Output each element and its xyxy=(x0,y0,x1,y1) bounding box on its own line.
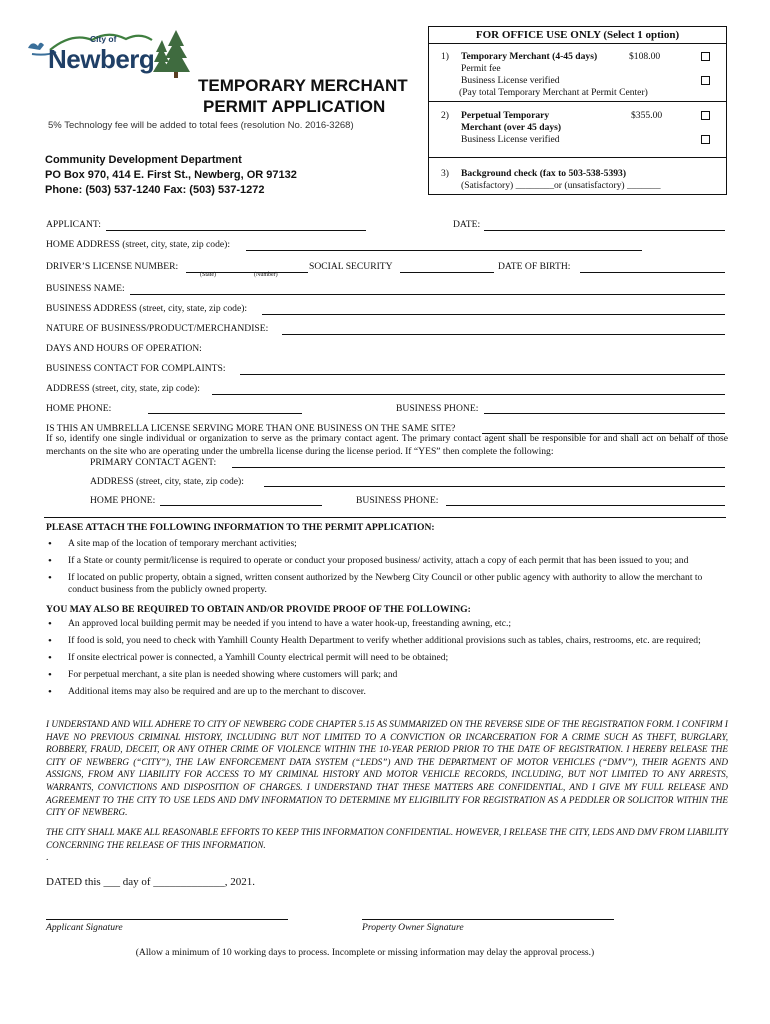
agent-home-phone-input[interactable] xyxy=(160,505,322,506)
also-item: • If food is sold, you need to check with Yamhill County Health Department to verify whether additional provisions such as tables, chairs, restrooms, etc. are required; xyxy=(46,635,728,647)
applicant-signature-line[interactable] xyxy=(46,919,288,920)
dob-input[interactable] xyxy=(580,272,725,273)
also-heading: YOU MAY ALSO BE REQUIRED TO OBTAIN AND/OR PROVIDE PROOF OF THE FOLLOWING: xyxy=(46,604,471,615)
business-address-input[interactable] xyxy=(262,314,725,315)
office-use-header: FOR OFFICE USE ONLY (Select 1 option) xyxy=(475,29,680,41)
business-name-input[interactable] xyxy=(130,294,725,295)
dob-label: DATE OF BIRTH: xyxy=(498,261,571,272)
contact-address-input[interactable] xyxy=(212,394,725,395)
complaints-contact-input[interactable] xyxy=(240,374,725,375)
applicant-signature-label: Applicant Signature xyxy=(46,922,123,933)
stray-dot: . xyxy=(46,852,49,863)
nature-of-business-input[interactable] xyxy=(282,334,725,335)
umbrella-question: IS THIS AN UMBRELLA LICENSE SERVING MORE THAN ONE BUSINESS ON THE SAME SITE? xyxy=(46,423,456,434)
option-1-license-checkbox[interactable] xyxy=(701,76,710,85)
option-1-number: 1) xyxy=(441,51,449,62)
also-item: • An approved local building permit may be needed if you intend to have a water hook-up, freestanding awning, etc.; xyxy=(46,618,728,630)
legal-release-paragraph: I UNDERSTAND AND WILL ADHERE TO CITY OF NEWBERG CODE CHAPTER 5.15 AS SUMMARIZED ON THE REVERSE SIDE OF THE REGISTRATION FORM. I CONFIRM I HAVE NO PREVIOUS CRIMINAL HISTORY, INCLUDING BUT NOT LIMITED TO A CONVICTION OR INCARCERATION FOR A CRIME SUCH AS THEFT, BURGLARY, ROBBERY, FRAUD, DECEIT, OR ANY OTHER CRIME OF VIOLENCE WITHIN THE 10-YEAR PERIOD PRIOR TO THE DATE OF REGISTRATION. I HEREBY RELEASE THE CITY OF NEWBERG (“CITY”), THE LAW ENFORCEMENT DATA SYSTEM (“LEDS”) AND THE DEPARTMENT OF MOTOR VEHICLES (“DMV”), THEIR AGENTS AND ASSIGNS, FROM ANY LIABILITY FOR ACCESS TO MY CRIMINAL HISTORY AND MOTOR VEHICLE RECORDS, INCLUDING, BUT NOT LIMITED TO ANY ARRESTS, WARRANTS, CONVICTIONS AND DISPOSITION OF CHARGES. I UNDERSTAND THAT THESE MATTERS ARE CONFIDENTIAL, AND I GIVE MY FULL RELEASE AND AGREEMENT TO THE CITY TO USE LEDS AND DMV INFORMATION TO DETERMINE MY ELIGIBILITY FOR REGISTRATION AS A PEDDLER OR SOLICITOR WITHIN THE CITY OF NEWBERG. xyxy=(46,719,728,818)
option-1-line2: Business License verified xyxy=(461,75,560,86)
option-1-title: Temporary Merchant (4-45 days) xyxy=(461,51,598,62)
form-title-line1: TEMPORARY MERCHANT xyxy=(198,76,408,95)
agent-address-input[interactable] xyxy=(264,486,725,487)
home-phone-input[interactable] xyxy=(148,413,302,414)
office-divider xyxy=(429,157,726,158)
business-phone-label: BUSINESS PHONE: xyxy=(396,403,479,414)
option-2-license-checkbox[interactable] xyxy=(701,135,710,144)
agent-business-phone-label: BUSINESS PHONE: xyxy=(356,495,439,506)
business-name-label: BUSINESS NAME: xyxy=(46,283,125,294)
number-hint: (Number) xyxy=(254,272,278,278)
office-use-box xyxy=(428,26,727,195)
nature-of-business-label: NATURE OF BUSINESS/PRODUCT/MERCHANDISE: xyxy=(46,323,269,334)
applicant-input[interactable] xyxy=(106,230,366,231)
also-item: • Additional items may also be required and are up to the merchant to discover. xyxy=(46,686,728,698)
home-phone-label: HOME PHONE: xyxy=(46,403,112,414)
attach-item: • If a State or county permit/license is required to operate or conduct your proposed business/ activity, attach a copy of each permit that has been issued to you; and xyxy=(46,555,728,567)
option-2-line1: Business License verified xyxy=(461,134,560,145)
option-2-number: 2) xyxy=(441,110,449,121)
department-phones: Phone: (503) 537-1240 Fax: (503) 537-1272 xyxy=(45,184,265,196)
office-divider xyxy=(429,43,726,44)
section-divider xyxy=(44,517,726,518)
agent-business-phone-input[interactable] xyxy=(446,505,725,506)
option-1-price: $108.00 xyxy=(629,51,661,62)
city-logo xyxy=(26,26,196,82)
owner-signature-label: Property Owner Signature xyxy=(362,922,464,933)
processing-note: (Allow a minimum of 10 working days to process. Incomplete or missing information may delay the approval process.) xyxy=(135,947,595,958)
option-3-title: Background check (fax to 503-538-5393) xyxy=(461,168,627,179)
date-label: DATE: xyxy=(453,219,481,230)
option-2-price: $355.00 xyxy=(631,110,663,121)
ssn-label: SOCIAL SECURITY xyxy=(309,261,393,272)
option-1-line3: (Pay total Temporary Merchant at Permit Center) xyxy=(459,87,648,98)
state-hint: (State) xyxy=(200,272,216,278)
agent-address-label: ADDRESS (street, city, state, zip code): xyxy=(90,476,244,487)
option-2-checkbox[interactable] xyxy=(701,111,710,120)
attach-item: • A site map of the location of temporary merchant activities; xyxy=(46,538,728,550)
option-3-number: 3) xyxy=(441,168,449,179)
home-address-input[interactable] xyxy=(246,250,642,251)
form-title-line2: PERMIT APPLICATION xyxy=(203,97,386,116)
applicant-label: APPLICANT: xyxy=(46,219,101,230)
attach-list xyxy=(46,538,728,601)
business-phone-input[interactable] xyxy=(484,413,725,414)
umbrella-note: If so, identify one single individual or organization to serve as the primary contact agent. The primary contact agent shall be responsible for and shall act on behalf of those merchants on the site who are operating under the umbrella license during the license period. If “YES” then complete the following: xyxy=(46,433,728,457)
also-item: • If onsite electrical power is connected, a Yamhill County electrical permit will need to be obtained; xyxy=(46,652,728,664)
complaints-contact-label: BUSINESS CONTACT FOR COMPLAINTS: xyxy=(46,363,226,374)
logo-name: Newberg xyxy=(48,44,155,74)
attach-heading: PLEASE ATTACH THE FOLLOWING INFORMATION TO THE PERMIT APPLICATION: xyxy=(46,522,435,533)
option-1-checkbox[interactable] xyxy=(701,52,710,61)
date-input[interactable] xyxy=(484,230,725,231)
days-hours-label: DAYS AND HOURS OF OPERATION: xyxy=(46,343,202,354)
logo-city-of: City of xyxy=(90,34,117,44)
primary-agent-label: PRIMARY CONTACT AGENT: xyxy=(90,457,217,468)
tech-fee-note: 5% Technology fee will be added to total fees (resolution No. 2016-3268) xyxy=(48,120,354,131)
option-2-title-line2: Merchant (over 45 days) xyxy=(461,122,562,133)
dated-line: DATED this ___ day of _____________, 2021. xyxy=(46,876,255,888)
ssn-input[interactable] xyxy=(400,272,494,273)
attach-item: • If located on public property, obtain a signed, written consent authorized by the Newberg City Council or other public agency with authority to allow the merchant to conduct business from the publicly owned property. xyxy=(46,572,728,596)
department-name: Community Development Department xyxy=(45,154,242,166)
also-list xyxy=(46,618,728,703)
business-address-label: BUSINESS ADDRESS (street, city, state, zip code): xyxy=(46,303,248,314)
home-address-label: HOME ADDRESS (street, city, state, zip code): xyxy=(46,239,231,250)
drivers-license-label: DRIVER’S LICENSE NUMBER: xyxy=(46,261,179,272)
department-address: PO Box 970, 414 E. First St., Newberg, OR 97132 xyxy=(45,169,297,181)
contact-address-label: ADDRESS (street, city, state, zip code): xyxy=(46,383,200,394)
primary-agent-input[interactable] xyxy=(232,467,725,468)
option-1-line1: Permit fee xyxy=(461,63,501,74)
also-item: • For perpetual merchant, a site plan is needed showing where customers will park; and xyxy=(46,669,728,681)
agent-home-phone-label: HOME PHONE: xyxy=(90,495,156,506)
option-2-title-line1: Perpetual Temporary xyxy=(461,110,550,121)
office-divider xyxy=(429,101,726,102)
owner-signature-line[interactable] xyxy=(362,919,614,920)
option-3-line1: (Satisfactory) ________or (unsatisfactory) _______ xyxy=(461,180,661,191)
confidentiality-paragraph: THE CITY SHALL MAKE ALL REASONABLE EFFORTS TO KEEP THIS INFORMATION CONFIDENTIAL. HOWEVER, I RELEASE THE CITY, LEDS AND DMV FROM LIABILITY CONCERNING THE RELEASE OF THIS INFORMATION. xyxy=(46,827,728,850)
